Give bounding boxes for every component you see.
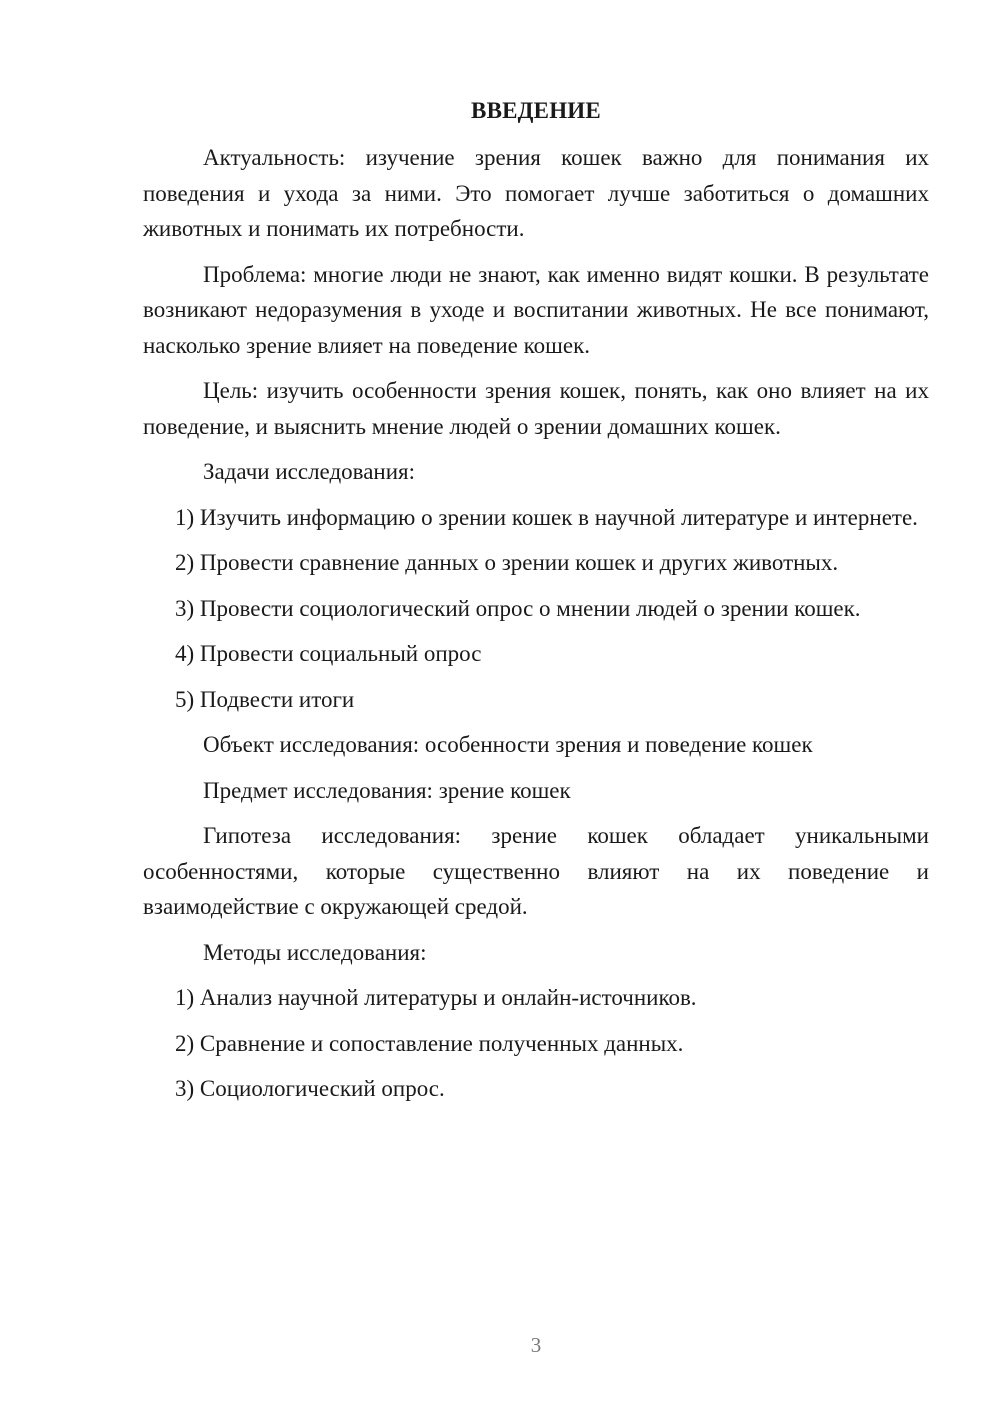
problem-paragraph: Проблема: многие люди не знают, как именно видят кошки. В результате возникают недоразумения в уходе и воспитании животных. Не все понимают, насколько зрение влияет на поведение кошек. [143, 261, 929, 358]
task-item-3: 3) Провести социологический опрос о мнении людей о зрении кошек. [175, 595, 861, 621]
methods-heading: Методы исследования: [203, 939, 427, 965]
relevance-paragraph: Актуальность: изучение зрения кошек важно для понимания их поведения и ухода за ними. Это помогает лучше заботиться о домашних животных и понимать их потребности. [143, 145, 929, 241]
object-paragraph: Объект исследования: особенности зрения и поведение кошек [203, 732, 813, 757]
method-item-3: 3) Социологический опрос. [175, 1076, 445, 1101]
section-title: ВВЕДЕНИЕ [471, 98, 601, 123]
task-item-5: 5) Подвести итоги [175, 686, 355, 712]
method-item-1: 1) Анализ научной литературы и онлайн-источников. [175, 985, 697, 1010]
method-item-2: 2) Сравнение и сопоставление полученных данных. [175, 1030, 684, 1056]
task-item-1: 1) Изучить информацию о зрении кошек в научной литературе и интернете. [175, 504, 918, 530]
subject-paragraph: Предмет исследования: зрение кошек [203, 777, 571, 803]
hypothesis-paragraph: Гипотеза исследования: зрение кошек обладает уникальными особенностями, которые существенно влияют на их поведение и взаимодействие с окружающей средой. [143, 823, 929, 919]
page-number: 3 [530, 1333, 542, 1357]
page-content [143, 93, 929, 1117]
task-item-2: 2) Провести сравнение данных о зрении кошек и других животных. [175, 550, 839, 575]
tasks-heading: Задачи исследования: [203, 459, 416, 484]
goal-paragraph: Цель: изучить особенности зрения кошек, понять, как оно влияет на их поведение, и выяснить мнение людей о зрении домашних кошек. [143, 378, 929, 439]
task-item-4: 4) Провести социальный опрос [175, 641, 482, 666]
